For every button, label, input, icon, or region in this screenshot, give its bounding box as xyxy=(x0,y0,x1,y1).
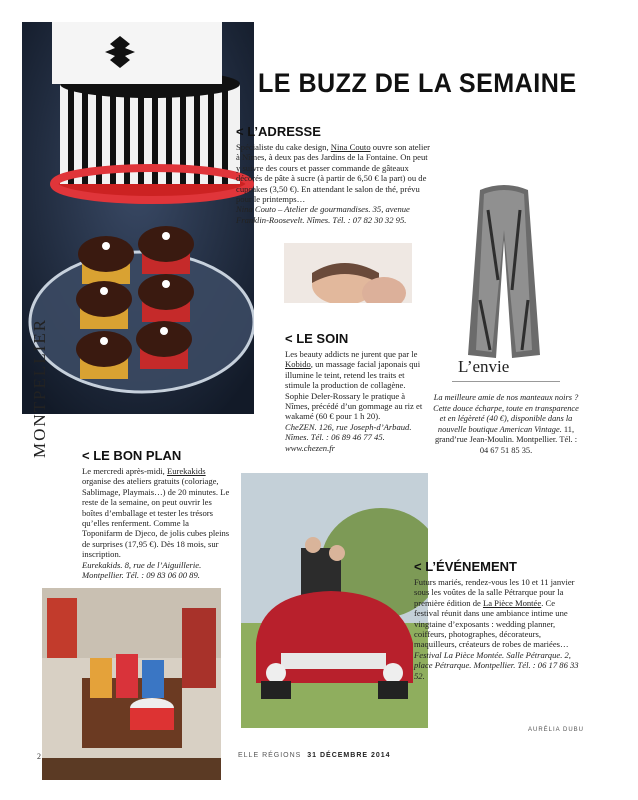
city-side-label: MONTPELLIER xyxy=(30,317,49,458)
page-footer xyxy=(238,752,391,759)
bon-plan-credit: Eurekakids. 8, rue de l’Aiguillerie. Montpellier. Tél. : 09 83 06 00 89. xyxy=(82,559,202,581)
bon-plan-text-1: Le mercredi après-midi, xyxy=(82,466,167,476)
bon-plan-text-2: organise des ateliers gratuits (coloriage, Sablimage, Playmais…) de 20 minutes. Le reste de la semaine, on peut ouvrir les boîtes d’emballage et tester les trésors qu’elles renferment. Comme la Toponifarm de Djeco, de jolis cubes pleins de surprises (17,95 €). Dès 18 mois, sur inscription. xyxy=(82,476,230,560)
adresse-name-link[interactable]: Nina Couto xyxy=(330,142,371,152)
envie-title: L’envie xyxy=(458,357,510,376)
evenement-text-1: Futurs mariés, rendez-vous les 10 et 11 janvier sous les voûtes de la salle Pétrarque pour la première édition de xyxy=(414,577,575,608)
soin-name-link[interactable]: Kobido xyxy=(285,359,311,370)
toy-display-photo xyxy=(42,588,221,780)
adresse-text-2: ouvre son atelier à Nîmes, à deux pas des Jardins de la Fontaine. On peut y suivre des cours et passer commande de gâteaux décorés de pâte à sucre (à partir de 6,50 € la part) ou de cupcakes (3,50 €). En attendant le salon de thé, prévu pour le printemps… xyxy=(236,142,431,205)
adresse-credit: Nina Couto – Atelier de gourmandises. 35, avenue Franklin-Roosevelt. Nîmes. Tél. : 07 82 30 32 95. xyxy=(236,204,410,225)
magazine-name: ELLE RÉGIONS xyxy=(238,752,302,759)
envie-divider xyxy=(452,381,560,382)
page-headline: LE BUZZ DE LA SEMAINE xyxy=(258,68,577,98)
issue-date: 31 DÉCEMBRE 2014 xyxy=(307,752,391,759)
facial-massage-photo xyxy=(284,243,412,320)
evenement-credit: Festival La Pièce Montée. Salle Pétrarque. 2, place Pétrarque. Montpellier. Tél. : 06 17 86 33 52. xyxy=(414,649,579,681)
section-body-soin xyxy=(285,349,425,453)
envie-address: 11, grand’rue Jean-Moulin. Montpellier. xyxy=(434,424,575,445)
section-head-adresse: < L’ADRESSE xyxy=(236,124,321,139)
cake-cupcakes-photo xyxy=(22,22,254,414)
envie-body xyxy=(432,393,580,457)
scarf-photo xyxy=(440,180,568,360)
bon-plan-name-link[interactable]: Eurekakids xyxy=(166,466,206,476)
envie-phone: Tél. : 04 67 51 85 35. xyxy=(479,435,578,455)
section-body-adresse xyxy=(236,142,432,225)
envie-text: La meilleure amie de nos manteaux noirs ? Cette douce écharpe, toute en transparence et en légèreté (40 €), disponible dans la nouvelle boutique American Vintage. xyxy=(433,393,579,434)
section-head-soin: < LE SOIN xyxy=(285,331,349,346)
section-head-bon-plan: < LE BON PLAN xyxy=(82,448,182,463)
adresse-text-1: Spécialiste du cake design, xyxy=(236,142,331,152)
page-number: 2 xyxy=(37,752,41,761)
wedding-car-photo xyxy=(241,473,428,728)
spa-illustration xyxy=(284,243,412,320)
author-credit: AURÉLIA DUBU xyxy=(528,727,585,733)
section-head-evenement: < L’ÉVÉNEMENT xyxy=(414,559,517,574)
car-illustration xyxy=(241,473,428,728)
soin-credit: CheZEN. 126, rue Joseph-d’Arbaud. Nîmes. Tél. : 06 89 46 77 45. www.chezen.fr xyxy=(285,421,412,453)
cake-illustration xyxy=(22,22,254,414)
soin-text-1: Les beauty addicts ne jurent que par le xyxy=(285,349,418,359)
section-body-evenement xyxy=(414,577,582,681)
evenement-name-link[interactable]: La Pièce Montée xyxy=(482,597,542,608)
section-body-bon-plan xyxy=(82,466,230,580)
evenement-text-2: . Ce festival réunit dans une ambiance intime une vingtaine d’exposants : wedding planner, coiffeurs, photographes, décorateurs, maquilleurs, créateurs de robes de mariées… xyxy=(414,597,569,650)
scarf-illustration xyxy=(440,180,568,360)
soin-text-2: , un massage facial japonais qui illumine le teint, retend les traits et stimule la production de collagène. Sophie Deler-Rossary le pratique à Nîmes, précédé d’un gommage au riz et wakamé (60 € pour 1 h 20). xyxy=(285,359,423,422)
toys-illustration xyxy=(42,588,221,780)
